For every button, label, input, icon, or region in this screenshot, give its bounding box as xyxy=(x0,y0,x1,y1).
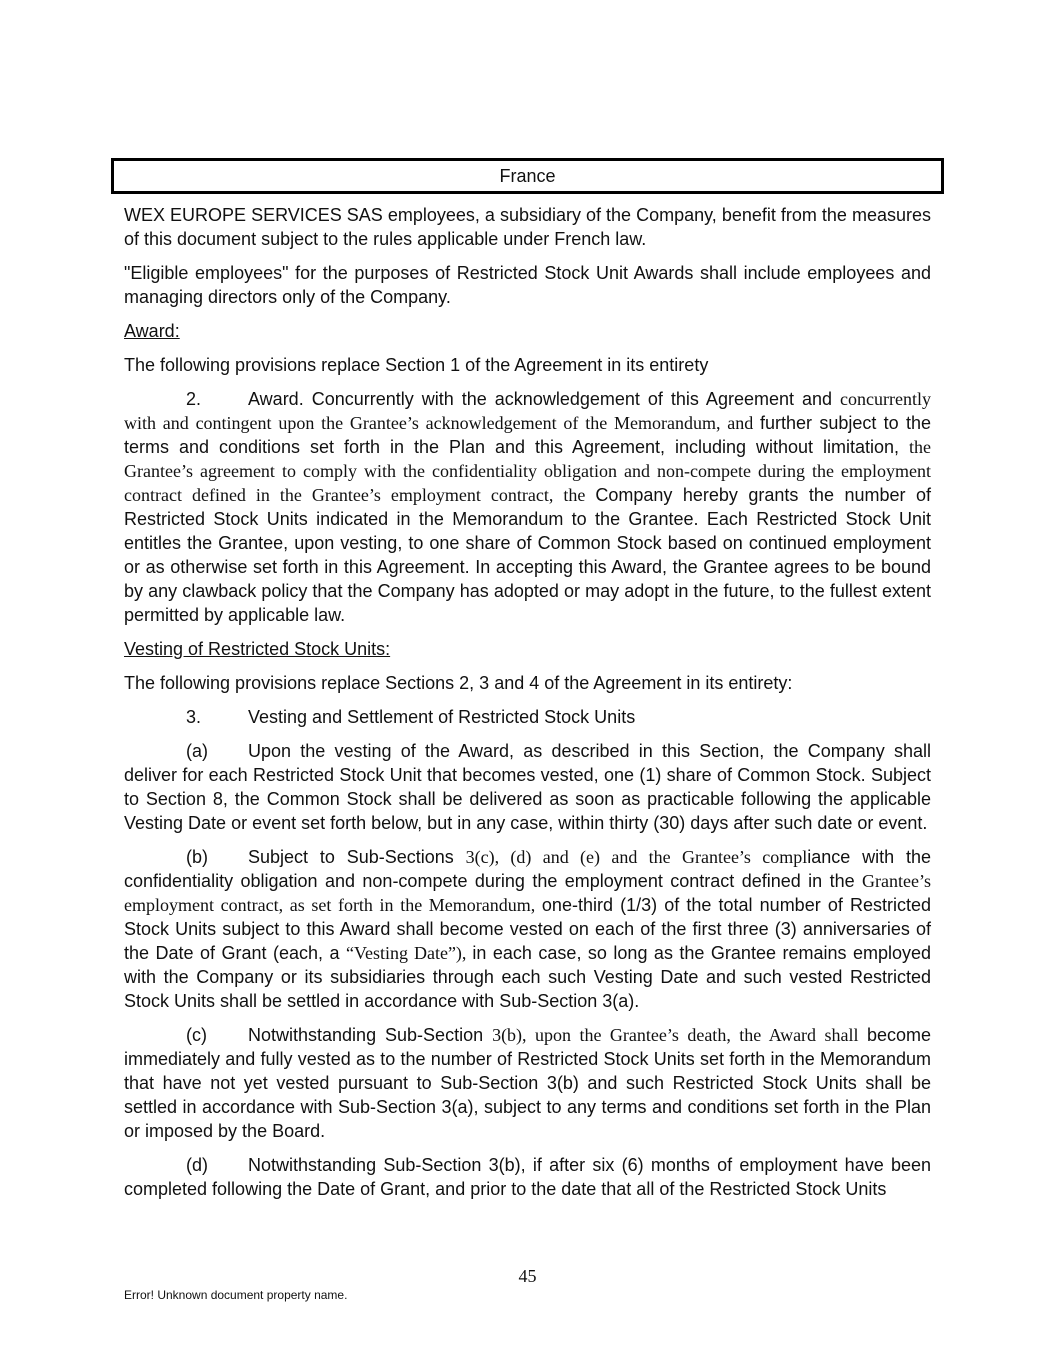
subsection-b: (b) Subject to Sub-Sections 3(c), (d) and (e) and the Grantee’s compliance with the confidentiality obligation and non-compete during the employment contract defined in the Grantee’s employment contract, as set forth in the Memorandum, one-third (1/3) of the total number of Restricted Stock Units subject to this Award shall become vested on each of the first three (3) anniversaries of the Date of Grant (each, a “Vesting Date”), in each case, so long as the Grantee remains employed with the Company or its subsidiaries through each such Vesting Date and such vested Restricted Stock Units shall be settled in accordance with Sub-Section 3(a). xyxy=(124,847,931,1011)
subsection-label: (c) xyxy=(186,1025,207,1045)
country-title: France xyxy=(499,166,556,186)
document-body xyxy=(124,203,931,1211)
award-section-2: 2. Award. Concurrently with the acknowledgement of this Agreement and concurrently with and contingent upon the Grantee’s acknowledgement of the Memorandum, and further subject to the terms and conditions set forth in the Plan and this Agreement, including without limitation, the Grantee’s agreement to comply with the confidentiality obligation and non-compete during the employment contract defined in the Grantee’s employment contract, the Company hereby grants the number of Restricted Stock Units indicated in the Memorandum to the Grantee. Each Restricted Stock Unit entitles the Grantee, upon vesting, to one share of Common Stock based on continued employment or as otherwise set forth in this Agreement. In accepting this Award, the Grantee agrees to be bound by any clawback policy that the Company has adopted or may adopt in the future, to the fullest extent permitted by applicable law. xyxy=(124,389,931,625)
section-3-title: 3. Vesting and Settlement of Restricted Stock Units xyxy=(186,707,636,727)
subsection-d: (d) Notwithstanding Sub-Section 3(b), if after six (6) months of employment have been completed following the Date of Grant, and prior to the date that all of the Restricted Stock Units xyxy=(124,1155,931,1199)
subsection-a: (a) Upon the vesting of the Award, as described in this Section, the Company shall deliver for each Restricted Stock Unit that becomes vested, one (1) share of Common Stock. Subject to Section 8, the Common Stock shall be delivered as soon as practicable following the applicable Vesting Date or event set forth below, but in any case, within thirty (30) days after such date or event. xyxy=(124,741,931,833)
award-lead: The following provisions replace Section 1 of the Agreement in its entirety xyxy=(124,355,709,375)
intro-paragraph-2: "Eligible employees" for the purposes of Restricted Stock Unit Awards shall include employees and managing directors only of the Company. xyxy=(124,263,931,307)
subsection-label: (b) xyxy=(186,847,208,867)
vesting-lead: The following provisions replace Sections 2, 3 and 4 of the Agreement in its entirety: xyxy=(124,673,793,693)
subsection-label: (a) xyxy=(186,741,208,761)
vesting-heading: Vesting of Restricted Stock Units: xyxy=(124,639,391,659)
section-number: 3. xyxy=(186,707,202,727)
award-heading: Award: xyxy=(124,321,180,341)
page-number: 45 xyxy=(518,1266,537,1286)
section-number: 2. xyxy=(186,389,202,409)
subsection-c: (c) Notwithstanding Sub-Section 3(b), upon the Grantee’s death, the Award shall become immediately and fully vested as to the number of Restricted Stock Units set forth in the Memorandum that have not yet vested pursuant to Sub-Section 3(b) and such Restricted Stock Units shall be settled in accordance with Sub-Section 3(a), subject to any terms and conditions set forth in the Plan or imposed by the Board. xyxy=(124,1025,932,1141)
footer-note: Error! Unknown document property name. xyxy=(124,1288,348,1302)
intro-paragraph-1: WEX EUROPE SERVICES SAS employees, a subsidiary of the Company, benefit from the measures of this document subject to the rules applicable under French law. xyxy=(124,205,931,249)
subsection-label: (d) xyxy=(186,1155,208,1175)
country-header-box xyxy=(111,158,944,194)
